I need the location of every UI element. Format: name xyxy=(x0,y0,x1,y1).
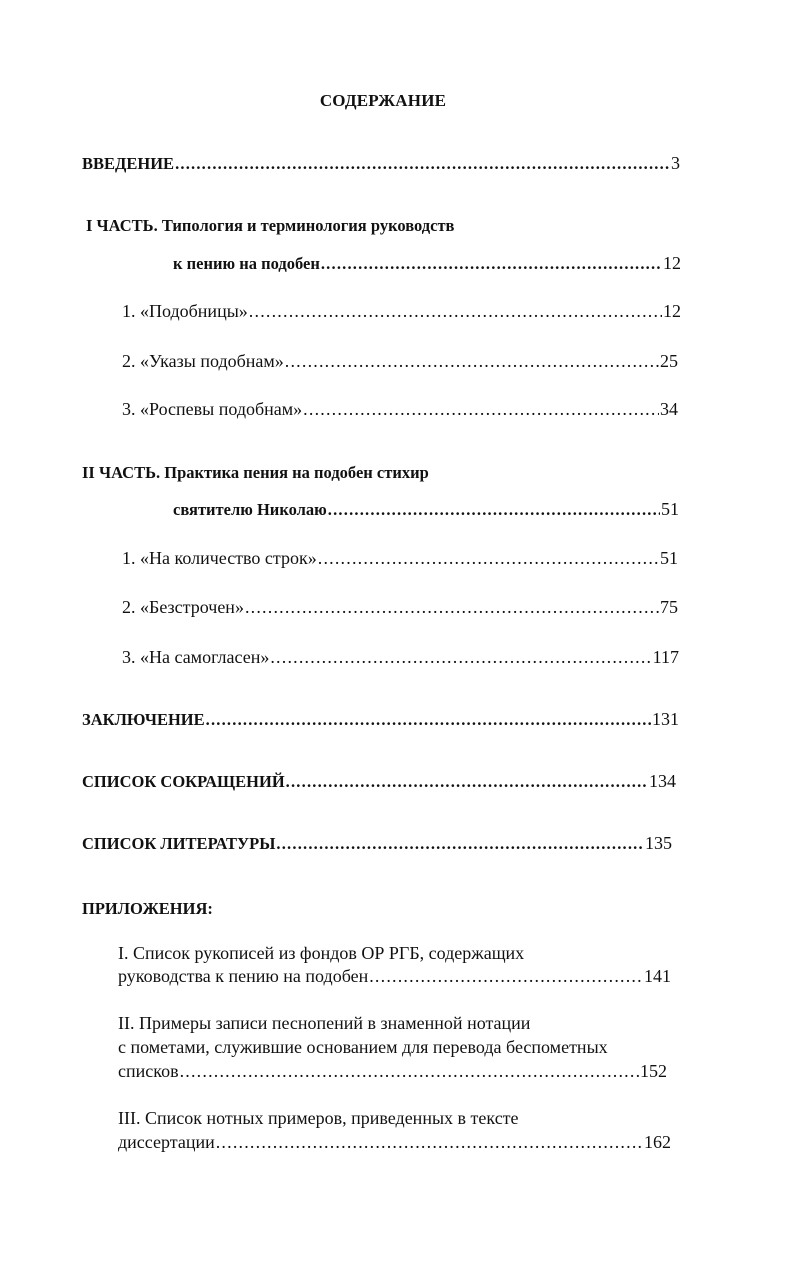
toc-entry-page: 117 xyxy=(652,647,679,667)
appendix-2-line2: с пометами, служившие основанием для перевода беспометных xyxy=(118,1037,608,1057)
toc-entry-label: 2. «Указы подобнам» xyxy=(122,351,284,371)
toc-entry-appendix-3 xyxy=(118,1131,671,1153)
leader-dots xyxy=(318,547,659,569)
leader-dots xyxy=(285,350,659,372)
leader-dots xyxy=(216,1131,643,1153)
toc-entry-label: СПИСОК ЛИТЕРАТУРЫ xyxy=(82,834,276,853)
toc-entry-page: 12 xyxy=(663,301,681,321)
appendices-heading: ПРИЛОЖЕНИЯ: xyxy=(82,899,213,918)
leader-dots xyxy=(321,253,662,275)
toc-entry-page: 51 xyxy=(661,499,679,519)
toc-entry-label: 1. «На количество строк» xyxy=(122,548,317,568)
leader-dots xyxy=(303,398,659,420)
toc-entry-label: СПИСОК СОКРАЩЕНИЙ xyxy=(82,772,285,791)
toc-entry-page: 141 xyxy=(644,966,671,986)
toc-entry-appendix-2 xyxy=(118,1060,667,1082)
part2-heading-line1: II ЧАСТЬ. Практика пения на подобен стихир xyxy=(82,463,429,482)
toc-entry-conclusion xyxy=(82,708,679,731)
toc-entry-page: 162 xyxy=(644,1132,671,1152)
toc-title: СОДЕРЖАНИЕ xyxy=(319,91,447,110)
toc-entry-part2-item-1 xyxy=(122,547,678,569)
leader-dots xyxy=(286,771,648,793)
toc-entry-label: к пению на подобен xyxy=(173,254,320,273)
leader-dots xyxy=(180,1060,639,1082)
toc-entry-page: 25 xyxy=(660,351,678,371)
toc-entry-page: 51 xyxy=(660,548,678,568)
toc-entry-page: 75 xyxy=(660,597,678,617)
toc-entry-label: списков xyxy=(118,1061,179,1081)
appendix-3-line1: III. Список нотных примеров, приведенных в тексте xyxy=(118,1108,519,1128)
toc-entry-appendix-1 xyxy=(118,965,671,987)
toc-entry-label: 3. «Роспевы подобнам» xyxy=(122,399,303,419)
toc-entry-page: 3 xyxy=(671,153,680,173)
leader-dots xyxy=(206,709,651,731)
toc-entry-literature xyxy=(82,832,672,855)
toc-entry-page: 135 xyxy=(645,833,672,853)
toc-entry-label: 3. «На самогласен» xyxy=(122,647,270,667)
leader-dots xyxy=(369,965,643,987)
appendix-1-line1: I. Список рукописей из фондов ОР РГБ, содержащих xyxy=(118,943,525,963)
toc-entry-part1-item-1 xyxy=(122,300,681,322)
toc-entry-label: 1. «Подобницы» xyxy=(122,301,248,321)
leader-dots xyxy=(175,153,670,175)
toc-entry-part1-item-3 xyxy=(122,398,678,420)
part1-heading-line1: I ЧАСТЬ. Типология и терминология руководств xyxy=(86,216,455,235)
toc-entry-label: ВВЕДЕНИЕ xyxy=(82,154,175,173)
toc-entry-page: 34 xyxy=(660,399,678,419)
toc-entry-part2 xyxy=(173,498,679,521)
toc-entry-label: ЗАКЛЮЧЕНИЕ xyxy=(82,710,205,729)
toc-entry-abbreviations xyxy=(82,770,676,793)
toc-entry-label: 2. «Безстрочен» xyxy=(122,597,244,617)
toc-entry-label: диссертации xyxy=(118,1132,215,1152)
leader-dots xyxy=(249,300,662,322)
toc-entry-part2-item-3 xyxy=(122,646,679,668)
toc-entry-part1-item-2 xyxy=(122,350,678,372)
toc-entry-page: 12 xyxy=(663,253,681,273)
toc-entry-intro xyxy=(82,152,680,175)
leader-dots xyxy=(276,833,644,855)
appendix-2-line1: II. Примеры записи песнопений в знаменной нотации xyxy=(118,1013,531,1033)
leader-dots xyxy=(328,499,660,521)
toc-entry-label: руководства к пению на подобен xyxy=(118,966,369,986)
toc-entry-label: святителю Николаю xyxy=(173,500,327,519)
toc-entry-page: 134 xyxy=(649,771,676,791)
leader-dots xyxy=(245,596,659,618)
toc-entry-part2-item-2 xyxy=(122,596,678,618)
toc-entry-part1 xyxy=(173,252,681,275)
leader-dots xyxy=(270,646,651,668)
toc-entry-page: 131 xyxy=(652,709,679,729)
toc-entry-page: 152 xyxy=(640,1061,667,1081)
